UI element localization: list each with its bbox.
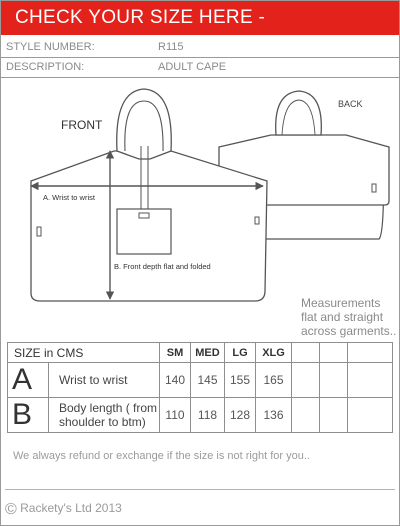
footer-divider	[5, 489, 395, 490]
col-empty	[348, 343, 393, 363]
cell-value: 128	[225, 398, 256, 433]
size-table	[7, 342, 393, 433]
copyright-icon: ©	[5, 501, 17, 518]
description-row	[1, 58, 399, 78]
cell-value	[348, 398, 393, 433]
style-number-row	[1, 38, 399, 58]
cell-value: 165	[256, 363, 292, 398]
col-empty	[292, 343, 320, 363]
row-letter: B	[8, 398, 49, 433]
row-description: Body length ( from shoulder to btm)	[49, 398, 160, 433]
cell-value	[292, 398, 320, 433]
back-label: BACK	[338, 99, 363, 109]
table-row	[8, 363, 393, 398]
col-sm: SM	[160, 343, 191, 363]
cell-value: 155	[225, 363, 256, 398]
cell-value	[320, 363, 348, 398]
header-banner	[1, 1, 399, 35]
row-description: Wrist to wrist	[49, 363, 160, 398]
size-header-label: SIZE in CMS	[8, 343, 160, 363]
measurement-note: Measurements flat and straight across garments..	[301, 296, 397, 338]
measure-b-label: B. Front depth flat and folded	[114, 262, 211, 271]
style-number-value: R115	[158, 41, 184, 53]
col-empty	[320, 343, 348, 363]
cell-value: 140	[160, 363, 191, 398]
cell-value: 118	[191, 398, 225, 433]
cell-value	[320, 398, 348, 433]
col-lg: LG	[225, 343, 256, 363]
description-value: ADULT CAPE	[158, 61, 227, 73]
measure-a-label: A. Wrist to wrist	[43, 193, 95, 202]
table-row	[8, 398, 393, 433]
banner-title: CHECK YOUR SIZE HERE -	[15, 7, 266, 28]
cell-value	[348, 363, 393, 398]
col-xlg: XLG	[256, 343, 292, 363]
size-table-header	[8, 343, 393, 363]
copyright-text: Rackety's Ltd 2013	[20, 501, 122, 515]
front-label: FRONT	[61, 118, 103, 132]
col-med: MED	[191, 343, 225, 363]
description-label: DESCRIPTION:	[6, 61, 85, 73]
cell-value	[292, 363, 320, 398]
copyright	[5, 501, 122, 519]
cell-value: 110	[160, 398, 191, 433]
cell-value: 145	[191, 363, 225, 398]
cell-value: 136	[256, 398, 292, 433]
row-letter: A	[8, 363, 49, 398]
refund-note: We always refund or exchange if the size is not right for you..	[13, 450, 310, 462]
style-number-label: STYLE NUMBER:	[6, 41, 95, 53]
